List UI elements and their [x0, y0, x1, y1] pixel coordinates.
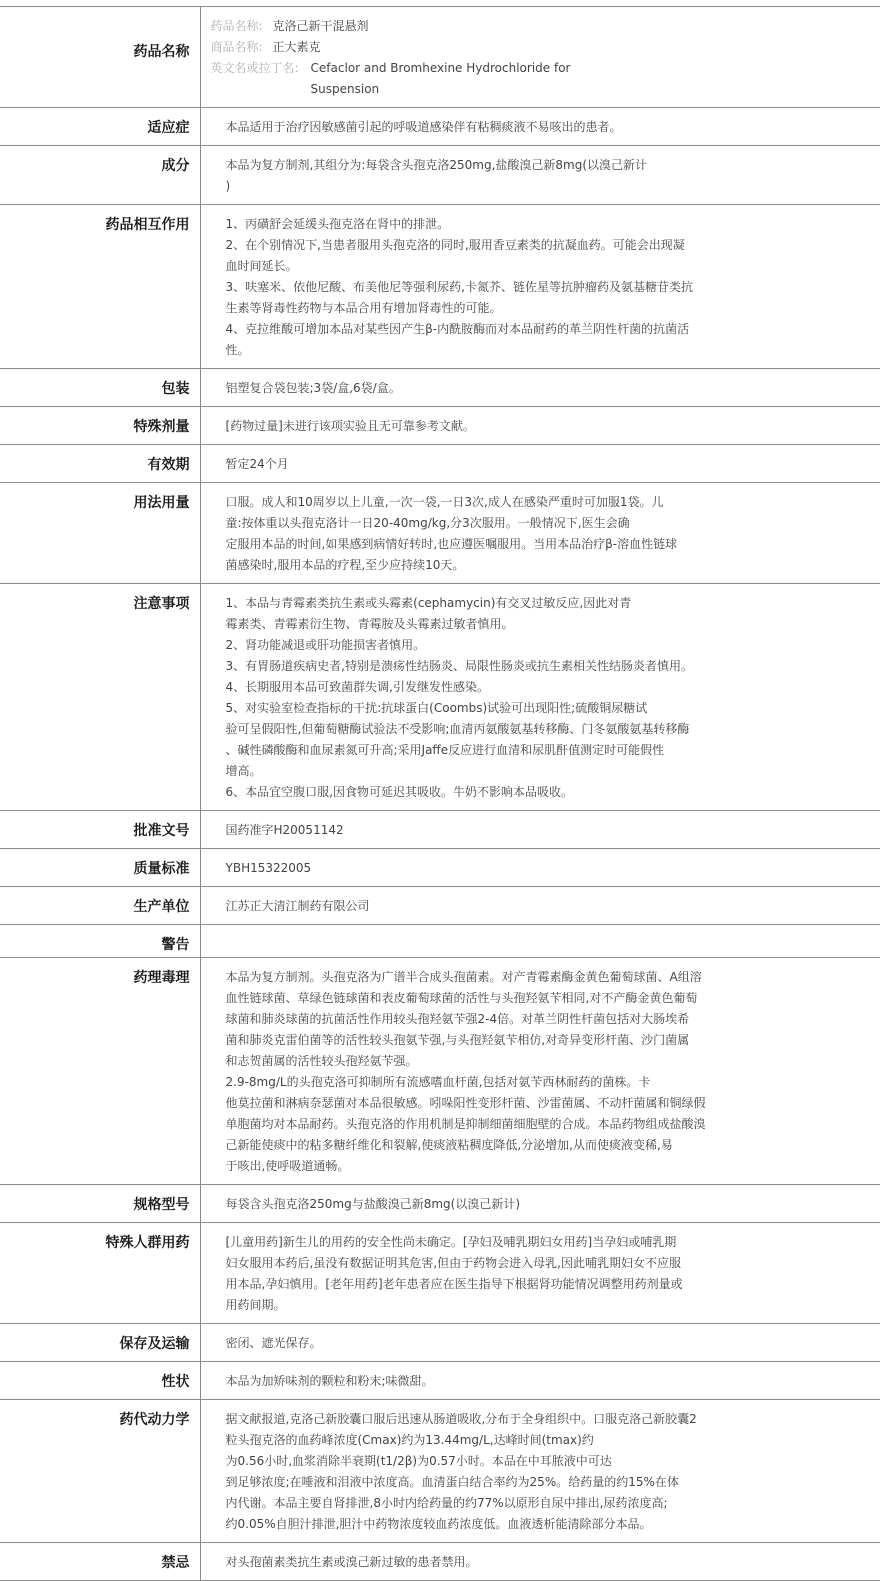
table-row [0, 407, 880, 445]
row-value: 据文献报道,克洛己新胶囊口服后迅速从肠道吸收,分布于全身组织中。口服克洛己新胶囊2 粒头孢克洛的血药峰浓度(Cmax)约为13.44mg/L,达峰时间(tmax)约 为0.56小时,血浆消除半衰期(t1/2β)为0.57小时。本品在中耳脓液中可达 到足够浓度;在唾液和泪液中浓度高。血清蛋白结合率约为25%。给药量的约15%在体 内代谢。本品主要自肾排泄,8小时内给药量的约77%以原形自尿中排出,尿药浓度高; 约0.05%自胆汁排泄,胆汁中药物浓度较血药浓度低。血液透析能清除部分本品。 [225, 1412, 697, 1531]
row-label: 质量标准 [0, 849, 200, 887]
generic-name-key: 药品名称: [210, 19, 263, 33]
row-value: 暂定24个月 [225, 457, 289, 471]
english-name-line [211, 58, 821, 100]
table-row [0, 849, 880, 887]
table-row [0, 146, 880, 205]
row-value: 本品为复方制剂,其组分为:每袋含头孢克洛250mg,盐酸溴己新8mg(以溴己新计 ) [225, 158, 648, 193]
table-row [0, 108, 880, 146]
row-value: 1、本品与青霉素类抗生素或头霉素(cephamycin)有交叉过敏反应,因此对青 霉素类、青霉素衍生物、青霉胺及头霉素过敏者慎用。 2、肾功能减退或肝功能损害者慎用。 3、有胃肠道疾病史者,特别是溃疡性结肠炎、局限性肠炎或抗生素相关性结肠炎者慎用。 4、长期服用本品可致菌群失调,引发继发性感染。 5、对实验室检查指标的干扰:抗球蛋白(Coombs)试验可出现阳性;硫酸铜尿糖试 验可呈假阳性,但葡萄糖酶试验法不受影响;血清丙氨酸氨基转移酶、门冬氨酸氨基转移酶 、碱性磷酸酶和血尿素氮可升高;采用Jaffe反应进行血清和尿肌酐值测定时可能假性 增高。 6、本品宜空腹口服,因食物可延迟其吸收。牛奶不影响本品吸收。 [225, 596, 693, 799]
row-value: 本品适用于治疗因敏感菌引起的呼吸道感染伴有粘稠痰液不易咳出的患者。 [225, 120, 622, 134]
row-value: 1、丙磺舒会延缓头孢克洛在肾中的排泄。 2、在个别情况下,当患者服用头孢克洛的同时,服用香豆素类的抗凝血药。可能会出现凝 血时间延长。 3、呋塞米、依他尼酸、布美他尼等强利尿药,卡氮芥、链佐星等抗肿瘤药及氨基糖苷类抗 生素等肾毒性药物与本品合用有增加肾毒性的可能。 4、克拉维酸可增加本品对某些因产生β-内酰胺酶而对本品耐药的革兰阴性杆菌的抗菌活 性。 [225, 217, 693, 357]
generic-name-value: 克洛己新干混悬剂 [272, 19, 369, 33]
row-value: 本品为加矫味剂的颗粒和粉末;味微甜。 [225, 1374, 434, 1388]
row-label: 特殊人群用药 [0, 1223, 200, 1324]
table-row [0, 1223, 880, 1324]
row-value: [药物过量]未进行该项实验且无可靠参考文献。 [225, 419, 475, 433]
row-value: YBH15322005 [225, 861, 312, 875]
trade-name-value: 正大素克 [272, 40, 321, 54]
table-row [0, 811, 880, 849]
row-value: 口服。成人和10周岁以上儿童,一次一袋,一日3次,成人在感染严重时可加服1袋。儿 童:按体重以头孢克洛计一日20-40mg/kg,分3次服用。一般情况下,医生会确 定服用本品的时间,如果感到病情好转时,也应遵医嘱服用。当用本品治疗β-溶血性链球 菌感染时,服用本品的疗程,至少应持续10天。 [225, 495, 678, 572]
row-value: 江苏正大清江制药有限公司 [225, 899, 370, 913]
row-label: 禁忌 [0, 1543, 200, 1581]
table-row [0, 369, 880, 407]
row-label: 药品名称 [0, 7, 200, 108]
row-value: 本品为复方制剂。头孢克洛为广谱半合成头孢菌素。对产青霉素酶金黄色葡萄球菌、A组溶 血性链球菌、草绿色链球菌和表皮葡萄球菌的活性与头孢羟氨苄相同,对不产酶金黄色葡萄 球菌和肺炎球菌的抗菌活性作用较头孢羟氨苄强2-4倍。对革兰阴性杆菌包括对大肠埃希 菌和肺炎克雷伯菌等的活性较头孢氨苄强,与头孢羟氨苄相仿,对奇异变形杆菌、沙门菌属 和志贺菌属的活性较头孢羟氨苄强。 2.9-8mg/L的头孢克洛可抑制所有流感嗜血杆菌,包括对氨苄西林耐药的菌株。卡 他莫拉菌和淋病奈瑟菌对本品很敏感。吲哚阳性变形杆菌、沙雷菌属、不动杆菌属和铜绿假 单胞菌均对本品耐药。头孢克洛的作用机制是抑制细菌细胞壁的合成。本品药物组成盐酸溴 己新能使痰中的粘多糖纤维化和裂解,使痰液粘稠度降低,分泌增加,从而使痰液变稀,易 于咳出,使呼吸道通畅。 [225, 970, 706, 1173]
row-label: 保存及运输 [0, 1324, 200, 1362]
row-label: 适应症 [0, 108, 200, 146]
row-value [200, 925, 880, 958]
drug-names-cell [200, 7, 880, 108]
row-label: 性状 [0, 1362, 200, 1400]
row-label: 注意事项 [0, 584, 200, 811]
table-row [0, 1543, 880, 1581]
row-value: 每袋含头孢克洛250mg与盐酸溴己新8mg(以溴己新计) [225, 1197, 521, 1211]
row-label: 药理毒理 [0, 958, 200, 1185]
table-row [0, 925, 880, 958]
english-name-value: Cefaclor and Bromhexine Hydrochloride for Suspension [310, 61, 571, 96]
row-label: 有效期 [0, 445, 200, 483]
row-value: 国药准字H20051142 [225, 823, 344, 837]
table-row [0, 1185, 880, 1223]
row-value: 密闭、遮光保存。 [225, 1336, 322, 1350]
table-row [0, 7, 880, 108]
row-value: 对头孢菌素类抗生素或溴己新过敏的患者禁用。 [225, 1555, 478, 1569]
row-label: 药代动力学 [0, 1400, 200, 1543]
row-label: 特殊剂量 [0, 407, 200, 445]
table-row [0, 1362, 880, 1400]
row-label: 药品相互作用 [0, 205, 200, 369]
table-row [0, 1400, 880, 1543]
generic-name-line [211, 16, 821, 37]
table-row [0, 483, 880, 584]
row-label: 包装 [0, 369, 200, 407]
table-row [0, 1324, 880, 1362]
row-label: 批准文号 [0, 811, 200, 849]
trade-name-line [211, 37, 821, 58]
row-value: 铝塑复合袋包装;3袋/盒,6袋/盒。 [225, 381, 401, 395]
table-row [0, 205, 880, 369]
table-row [0, 958, 880, 1185]
row-value: [儿童用药]新生儿的用药的安全性尚未确定。[孕妇及哺乳期妇女用药]当孕妇或哺乳期 妇女服用本药后,虽没有数据证明其危害,但由于药物会进入母乳,因此哺乳期妇女不应服 用本品,孕妇慎用。[老年用药]老年患者应在医生指导下根据肾功能情况调整用药剂量或 用药间期。 [225, 1235, 683, 1312]
row-label: 规格型号 [0, 1185, 200, 1223]
row-label: 警告 [0, 925, 200, 958]
trade-name-key: 商品名称: [210, 40, 263, 54]
row-label: 用法用量 [0, 483, 200, 584]
drug-spec-table [0, 6, 880, 1581]
table-row [0, 445, 880, 483]
table-row [0, 887, 880, 925]
table-row [0, 584, 880, 811]
english-name-key: 英文名或拉丁名: [210, 61, 299, 75]
row-label: 成分 [0, 146, 200, 205]
row-label: 生产单位 [0, 887, 200, 925]
